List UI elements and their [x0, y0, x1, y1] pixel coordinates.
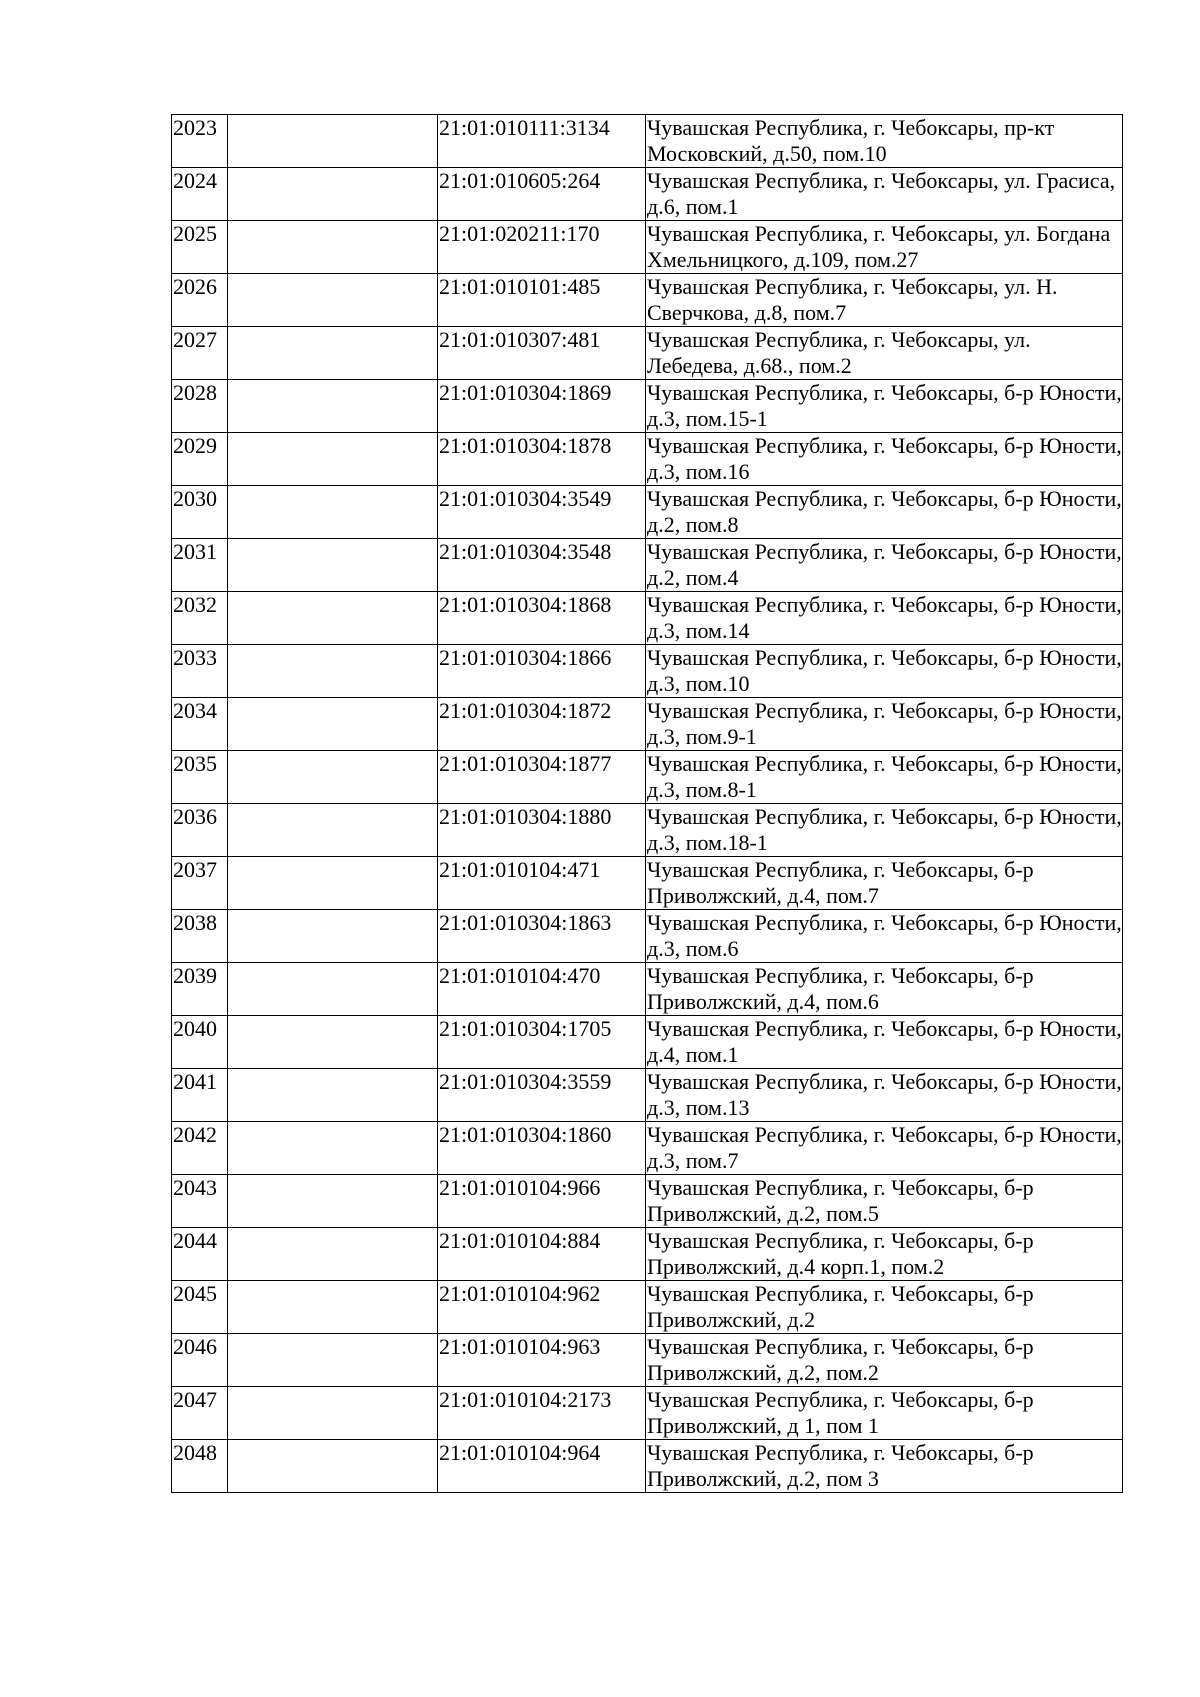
- address-cell: Чувашская Республика, г. Чебоксары, б-р Юности, д.3, пом.9-1: [647, 698, 1122, 749]
- row-number-cell: 2047: [172, 1387, 228, 1440]
- table-row: [172, 327, 1123, 380]
- row-number-cell: 2046: [172, 1334, 228, 1387]
- owner-cell: [228, 963, 438, 1016]
- table-row: [172, 168, 1123, 221]
- address-cell: Чувашская Республика, г. Чебоксары, ул. Лебедева, д.68., пом.2: [646, 327, 1123, 380]
- cadastral-number-cell: 21:01:010304:1877: [438, 751, 646, 804]
- cadastral-number-cell: 21:01:010304:1705: [438, 1016, 646, 1069]
- row-number-cell: 2041: [172, 1069, 228, 1122]
- owner-cell: [228, 1069, 438, 1122]
- owner-cell: [228, 592, 438, 645]
- cadastral-number-cell: 21:01:010104:962: [438, 1281, 646, 1334]
- table-row: [172, 1440, 1123, 1493]
- row-number-cell: 2024: [172, 168, 228, 221]
- address-cell: Чувашская Республика, г. Чебоксары, б-р Юности, д.2, пом.8: [647, 486, 1122, 537]
- cadastral-number-cell: 21:01:010104:2173: [438, 1387, 646, 1440]
- cadastral-number-cell: 21:01:010104:963: [438, 1334, 646, 1387]
- address-cell: Чувашская Республика, г. Чебоксары, б-р Юности, д.3, пом.15-1: [647, 380, 1122, 431]
- address-cell: Чувашская Республика, г. Чебоксары, б-р Юности, д.3, пом.14: [647, 592, 1122, 643]
- address-cell: Чувашская Республика, г. Чебоксары, б-р Приволжский, д 1, пом 1: [646, 1387, 1123, 1440]
- row-number-cell: 2028: [172, 380, 228, 433]
- cadastral-number-cell: 21:01:020211:170: [438, 221, 646, 274]
- cadastral-number-cell: 21:01:010304:1863: [438, 910, 646, 963]
- cadastral-number-cell: 21:01:010304:1872: [438, 698, 646, 751]
- row-number-cell: 2033: [172, 645, 228, 698]
- address-cell: Чувашская Республика, г. Чебоксары, б-р Юности, д.3, пом.13: [647, 1069, 1122, 1120]
- owner-cell: [228, 751, 438, 804]
- row-number-cell: 2027: [172, 327, 228, 380]
- address-cell: Чувашская Республика, г. Чебоксары, ул. Грасиса, д.6, пом.1: [646, 168, 1123, 221]
- row-number-cell: 2039: [172, 963, 228, 1016]
- owner-cell: [228, 486, 438, 539]
- owner-cell: [228, 645, 438, 698]
- cadastral-number-cell: 21:01:010304:3548: [438, 539, 646, 592]
- cadastral-number-cell: 21:01:010304:3559: [438, 1069, 646, 1122]
- table-row: [172, 433, 1123, 486]
- cadastral-number-cell: 21:01:010304:1878: [438, 433, 646, 486]
- cadastral-number-cell: 21:01:010104:884: [438, 1228, 646, 1281]
- row-number-cell: 2025: [172, 221, 228, 274]
- table-row: [172, 1334, 1123, 1387]
- address-cell: Чувашская Республика, г. Чебоксары, б-р Юности, д.4, пом.1: [647, 1016, 1122, 1067]
- row-number-cell: 2048: [172, 1440, 228, 1493]
- cadastral-number-cell: 21:01:010304:1860: [438, 1122, 646, 1175]
- owner-cell: [228, 804, 438, 857]
- owner-cell: [228, 115, 438, 168]
- owner-cell: [228, 1281, 438, 1334]
- owner-cell: [228, 1016, 438, 1069]
- owner-cell: [228, 327, 438, 380]
- owner-cell: [228, 910, 438, 963]
- address-cell: Чувашская Республика, г. Чебоксары, б-р Юности, д.2, пом.4: [647, 539, 1122, 590]
- address-cell: Чувашская Республика, г. Чебоксары, ул. Богдана Хмельницкого, д.109, пом.27: [646, 221, 1123, 274]
- address-cell: Чувашская Республика, г. Чебоксары, б-р Приволжский, д.2, пом 3: [646, 1440, 1123, 1493]
- address-cell: Чувашская Республика, г. Чебоксары, б-р Юности, д.3, пом.7: [647, 1122, 1122, 1173]
- cadastral-number-cell: 21:01:010101:485: [438, 274, 646, 327]
- table-row: [172, 963, 1123, 1016]
- table-row: [172, 857, 1123, 910]
- property-registry-table: [171, 114, 1123, 1493]
- row-number-cell: 2030: [172, 486, 228, 539]
- table-row: [172, 910, 1123, 963]
- owner-cell: [228, 539, 438, 592]
- address-cell: Чувашская Республика, г. Чебоксары, б-р Юности, д.3, пом.6: [647, 910, 1122, 961]
- table-row: [172, 115, 1123, 168]
- cadastral-number-cell: 21:01:010104:470: [438, 963, 646, 1016]
- address-cell: Чувашская Республика, г. Чебоксары, б-р Юности, д.3, пом.10: [647, 645, 1122, 696]
- row-number-cell: 2040: [172, 1016, 228, 1069]
- row-number-cell: 2031: [172, 539, 228, 592]
- owner-cell: [228, 857, 438, 910]
- row-number-cell: 2038: [172, 910, 228, 963]
- cadastral-number-cell: 21:01:010304:3549: [438, 486, 646, 539]
- address-cell: Чувашская Республика, г. Чебоксары, б-р Приволжский, д.2, пом.5: [646, 1175, 1123, 1228]
- address-cell: Чувашская Республика, г. Чебоксары, б-р Юности, д.3, пом.16: [647, 433, 1122, 484]
- table-row: [172, 1069, 1123, 1122]
- table-row: [172, 1228, 1123, 1281]
- row-number-cell: 2042: [172, 1122, 228, 1175]
- table-row: [172, 698, 1123, 751]
- row-number-cell: 2029: [172, 433, 228, 486]
- cadastral-number-cell: 21:01:010307:481: [438, 327, 646, 380]
- address-cell: Чувашская Республика, г. Чебоксары, б-р Юности, д.3, пом.18-1: [647, 804, 1122, 855]
- row-number-cell: 2035: [172, 751, 228, 804]
- table-row: [172, 486, 1123, 539]
- owner-cell: [228, 1334, 438, 1387]
- owner-cell: [228, 433, 438, 486]
- owner-cell: [228, 380, 438, 433]
- owner-cell: [228, 1122, 438, 1175]
- address-cell: Чувашская Республика, г. Чебоксары, пр-кт Московский, д.50, пом.10: [646, 115, 1123, 168]
- cadastral-number-cell: 21:01:010104:964: [438, 1440, 646, 1493]
- table-row: [172, 645, 1123, 698]
- table-row: [172, 751, 1123, 804]
- table-row: [172, 274, 1123, 327]
- cadastral-number-cell: 21:01:010304:1880: [438, 804, 646, 857]
- owner-cell: [228, 1387, 438, 1440]
- table-row: [172, 1122, 1123, 1175]
- row-number-cell: 2036: [172, 804, 228, 857]
- address-cell: Чувашская Республика, г. Чебоксары, б-р Приволжский, д.4, пом.6: [646, 963, 1123, 1016]
- address-cell: Чувашская Республика, г. Чебоксары, б-р Юности, д.3, пом.8-1: [647, 751, 1122, 802]
- owner-cell: [228, 1440, 438, 1493]
- table-row: [172, 1281, 1123, 1334]
- address-cell: Чувашская Республика, г. Чебоксары, б-р Приволжский, д.2, пом.2: [646, 1334, 1123, 1387]
- cadastral-number-cell: 21:01:010104:471: [438, 857, 646, 910]
- table-row: [172, 221, 1123, 274]
- registry-table-body: [172, 115, 1123, 1493]
- cadastral-number-cell: 21:01:010304:1869: [438, 380, 646, 433]
- owner-cell: [228, 274, 438, 327]
- cadastral-number-cell: 21:01:010111:3134: [438, 115, 646, 168]
- address-cell: Чувашская Республика, г. Чебоксары, ул. Н. Сверчкова, д.8, пом.7: [646, 274, 1123, 327]
- row-number-cell: 2026: [172, 274, 228, 327]
- cadastral-number-cell: 21:01:010104:966: [438, 1175, 646, 1228]
- row-number-cell: 2043: [172, 1175, 228, 1228]
- address-cell: Чувашская Республика, г. Чебоксары, б-р Приволжский, д.4 корп.1, пом.2: [646, 1228, 1123, 1281]
- owner-cell: [228, 1175, 438, 1228]
- row-number-cell: 2045: [172, 1281, 228, 1334]
- row-number-cell: 2034: [172, 698, 228, 751]
- address-cell: Чувашская Республика, г. Чебоксары, б-р Приволжский, д.4, пом.7: [646, 857, 1123, 910]
- table-row: [172, 539, 1123, 592]
- row-number-cell: 2037: [172, 857, 228, 910]
- owner-cell: [228, 221, 438, 274]
- owner-cell: [228, 1228, 438, 1281]
- table-row: [172, 804, 1123, 857]
- row-number-cell: 2044: [172, 1228, 228, 1281]
- owner-cell: [228, 168, 438, 221]
- row-number-cell: 2032: [172, 592, 228, 645]
- table-row: [172, 592, 1123, 645]
- table-row: [172, 1387, 1123, 1440]
- address-cell: Чувашская Республика, г. Чебоксары, б-р Приволжский, д.2: [646, 1281, 1123, 1334]
- cadastral-number-cell: 21:01:010304:1866: [438, 645, 646, 698]
- table-row: [172, 1175, 1123, 1228]
- cadastral-number-cell: 21:01:010605:264: [438, 168, 646, 221]
- table-row: [172, 1016, 1123, 1069]
- owner-cell: [228, 698, 438, 751]
- row-number-cell: 2023: [172, 115, 228, 168]
- table-row: [172, 380, 1123, 433]
- cadastral-number-cell: 21:01:010304:1868: [438, 592, 646, 645]
